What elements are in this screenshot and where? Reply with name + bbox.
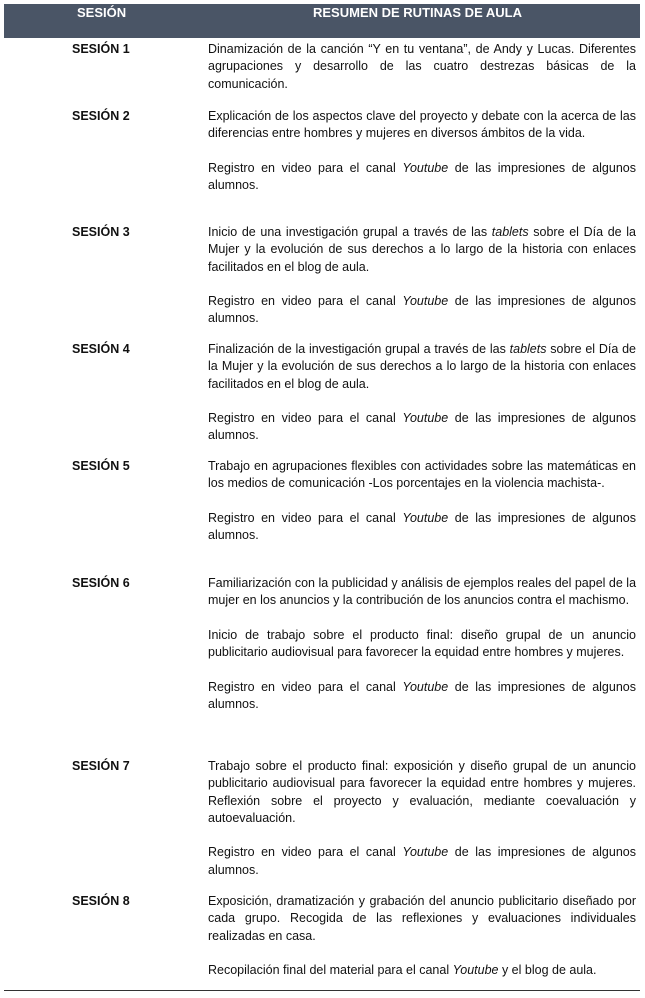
summary-text: Recopilación final del material para el canal bbox=[208, 963, 453, 978]
header-sesion: SESIÓN bbox=[77, 5, 127, 20]
summary-text: Registro en video para el canal bbox=[208, 294, 403, 309]
table-bottom-border bbox=[4, 990, 640, 991]
summary-text: sobre el Día de la Mujer y la evolución de sus derechos a lo largo de la historia con enlaces facilitados en el blog de aula. bbox=[208, 225, 636, 274]
summary-paragraph bbox=[208, 575, 636, 610]
summary-text: de las impresiones de algunos alumnos. bbox=[208, 294, 636, 326]
session-row bbox=[4, 41, 640, 93]
session-label: SESIÓN 8 bbox=[72, 894, 130, 908]
summary-paragraph bbox=[208, 458, 636, 493]
session-summary bbox=[208, 458, 636, 544]
summary-paragraph bbox=[208, 510, 636, 545]
session-label: SESIÓN 7 bbox=[72, 759, 130, 773]
summary-text: de las impresiones de algunos alumnos. bbox=[208, 160, 636, 193]
italic-term: tablets bbox=[491, 225, 529, 239]
session-label: SESIÓN 1 bbox=[72, 42, 130, 56]
session-summary bbox=[208, 893, 636, 979]
summary-text: Dinamización de la canción “Y en tu ventana”, de Andy y Lucas. Diferentes agrupaciones y desarrollo de las cuatro destrezas básicas de la comunicación. bbox=[208, 42, 636, 91]
sessions-table bbox=[4, 4, 640, 978]
session-summary bbox=[208, 108, 636, 194]
summary-text: sobre el Día de la Mujer y la evolución de sus derechos a lo largo de la historia con enlaces facilitados en el blog de aula. bbox=[208, 342, 636, 391]
summary-text: Familiarización con la publicidad y análisis de ejemplos reales del papel de la mujer en los anuncios y la contribución de los anuncios contra el machismo. bbox=[208, 576, 637, 608]
italic-term: Youtube bbox=[402, 411, 449, 426]
summary-text: de las impresiones de algunos alumnos. bbox=[208, 679, 636, 712]
summary-paragraph bbox=[208, 293, 636, 328]
session-row bbox=[4, 893, 640, 979]
session-summary bbox=[208, 758, 636, 879]
italic-term: Youtube bbox=[402, 160, 449, 175]
session-label: SESIÓN 6 bbox=[72, 576, 130, 590]
session-row bbox=[4, 458, 640, 544]
session-summary bbox=[208, 224, 636, 328]
summary-text: Registro en video para el canal bbox=[208, 510, 403, 525]
summary-paragraph bbox=[208, 679, 636, 714]
session-row bbox=[4, 224, 640, 328]
summary-paragraph bbox=[208, 410, 636, 445]
session-label: SESIÓN 2 bbox=[72, 109, 130, 123]
session-row bbox=[4, 758, 640, 879]
summary-text: Trabajo en agrupaciones flexibles con actividades sobre las matemáticas en los medios de comunicación -Los porcentajes en la violencia machista-. bbox=[208, 459, 636, 491]
summary-text: de las impresiones de algunos alumnos. bbox=[208, 845, 636, 877]
summary-text: de las impresiones de algunos alumnos. bbox=[208, 510, 636, 543]
session-summary bbox=[208, 575, 636, 713]
session-summary bbox=[208, 341, 636, 445]
session-summary bbox=[208, 41, 636, 93]
italic-term: Youtube bbox=[402, 845, 449, 860]
summary-paragraph bbox=[208, 758, 636, 827]
summary-text: Registro en video para el canal bbox=[208, 845, 403, 860]
summary-paragraph bbox=[208, 893, 636, 945]
session-label: SESIÓN 3 bbox=[72, 225, 130, 239]
summary-text: Finalización de la investigación grupal a través de las bbox=[208, 342, 510, 356]
summary-text: Explicación de los aspectos clave del proyecto y debate con la acerca de las diferencias entre hombres y mujeres en diversos ámbitos de la vida. bbox=[208, 109, 636, 141]
summary-paragraph bbox=[208, 627, 636, 662]
summary-paragraph bbox=[208, 160, 636, 195]
summary-paragraph bbox=[208, 844, 636, 879]
italic-term: Youtube bbox=[402, 679, 449, 694]
session-label: SESIÓN 4 bbox=[72, 342, 130, 356]
session-row bbox=[4, 341, 640, 445]
session-row bbox=[4, 575, 640, 713]
summary-text: de las impresiones de algunos alumnos. bbox=[208, 411, 636, 443]
session-label: SESIÓN 5 bbox=[72, 459, 130, 473]
summary-text: Registro en video para el canal bbox=[208, 679, 403, 694]
italic-term: Youtube bbox=[402, 294, 449, 309]
summary-paragraph bbox=[208, 41, 636, 93]
summary-text: Inicio de trabajo sobre el producto final: diseño grupal de un anuncio publicitario audiovisual para favorecer la equidad entre hombres y mujeres. bbox=[208, 627, 636, 660]
summary-paragraph bbox=[208, 224, 636, 276]
summary-paragraph bbox=[208, 108, 636, 143]
summary-paragraph bbox=[208, 962, 636, 979]
header-resumen: RESUMEN DE RUTINAS DE AULA bbox=[313, 5, 522, 20]
summary-text: y el blog de aula. bbox=[498, 963, 597, 978]
summary-text: Registro en video para el canal bbox=[208, 411, 403, 426]
italic-term: Youtube bbox=[402, 510, 449, 525]
summary-text: Inicio de una investigación grupal a través de las bbox=[208, 225, 492, 239]
table-header bbox=[4, 4, 640, 38]
session-row bbox=[4, 108, 640, 194]
summary-text: Trabajo sobre el producto final: exposición y diseño grupal de un anuncio publicitario audiovisual para favorecer la equidad entre hombres y mujeres. Reflexión sobre el proyecto y evaluación, mediante coevaluación y autoevaluación. bbox=[208, 759, 636, 825]
italic-term: tablets bbox=[509, 342, 547, 356]
italic-term: Youtube bbox=[452, 963, 499, 978]
summary-text: Registro en video para el canal bbox=[208, 160, 403, 175]
summary-text: Exposición, dramatización y grabación del anuncio publicitario diseñado por cada grupo. Recogida de las reflexiones y evaluaciones individuales realizadas en casa. bbox=[208, 894, 636, 943]
summary-paragraph bbox=[208, 341, 636, 393]
